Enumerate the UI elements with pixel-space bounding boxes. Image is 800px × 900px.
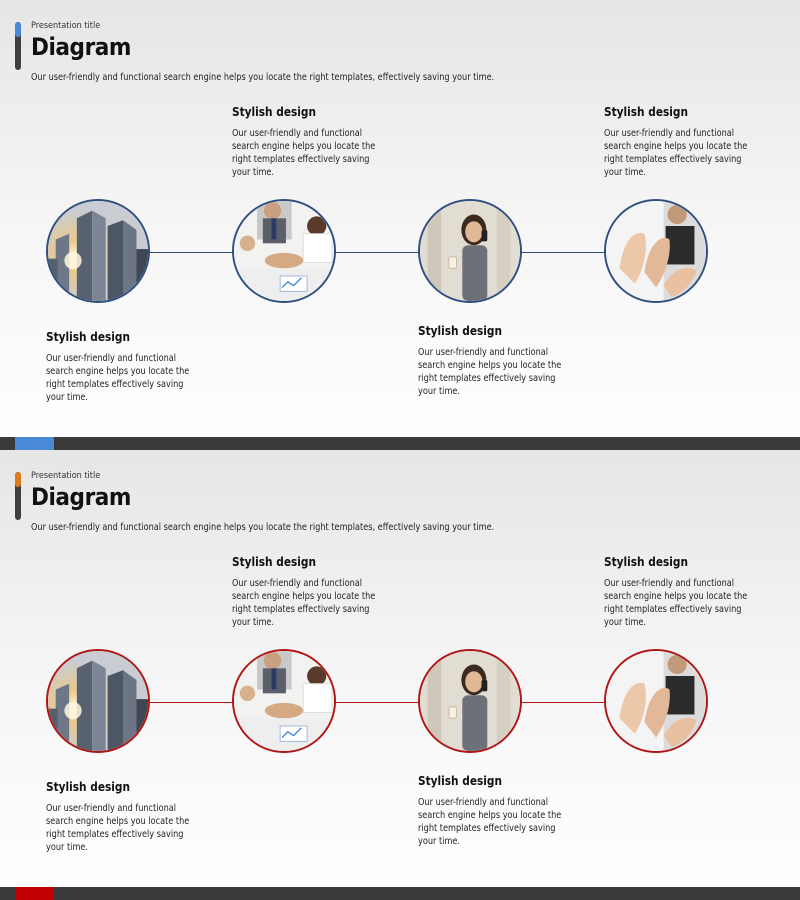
title-accent-bar (15, 472, 21, 520)
caption-item-3 (418, 324, 588, 398)
caption-heading: Stylish design (232, 105, 316, 119)
page-subtitle: Our user-friendly and functional search engine helps you locate the right templates, effectively saving your time. (31, 72, 495, 83)
page-title: Diagram (31, 33, 131, 61)
caption-text: Our user-friendly and functional search engine helps you locate the right templates effectively saving your time. (232, 578, 376, 628)
caption-item-2 (232, 555, 402, 629)
caption-heading: Stylish design (46, 330, 130, 344)
caption-heading: Stylish design (232, 555, 316, 569)
city-buildings-photo (48, 201, 148, 301)
caption-text: Our user-friendly and functional search engine helps you locate the right templates effectively saving your time. (418, 347, 562, 397)
caption-text: Our user-friendly and functional search engine helps you locate the right templates effectively saving your time. (46, 353, 190, 403)
presentation-title: Presentation title (31, 21, 101, 31)
caption-text: Our user-friendly and functional search engine helps you locate the right templates effectively saving your time. (46, 803, 190, 853)
page-subtitle: Our user-friendly and functional search engine helps you locate the right templates, effectively saving your time. (31, 522, 495, 533)
caption-heading: Stylish design (418, 324, 502, 338)
caption-heading: Stylish design (604, 105, 688, 119)
applause-photo (606, 651, 706, 751)
caption-text: Our user-friendly and functional search engine helps you locate the right templates effectively saving your time. (604, 128, 748, 178)
title-accent-fill (15, 22, 21, 37)
footer-bar (0, 437, 800, 450)
connector-line (98, 702, 658, 703)
circle-image-woman (418, 199, 522, 303)
connector-line (98, 252, 658, 253)
circle-image-city (46, 199, 150, 303)
circle-image-applause (604, 199, 708, 303)
page-title: Diagram (31, 483, 131, 511)
team-hands-photo (234, 201, 334, 301)
circle-image-team (232, 649, 336, 753)
circle-image-woman (418, 649, 522, 753)
circle-image-team (232, 199, 336, 303)
slide-2 (0, 450, 800, 900)
presentation-title: Presentation title (31, 471, 101, 481)
caption-text: Our user-friendly and functional search engine helps you locate the right templates effectively saving your time. (418, 797, 562, 847)
caption-heading: Stylish design (418, 774, 502, 788)
team-hands-photo (234, 651, 334, 751)
woman-phone-photo (420, 201, 520, 301)
caption-item-2 (232, 105, 402, 179)
circle-image-applause (604, 649, 708, 753)
caption-heading: Stylish design (46, 780, 130, 794)
caption-text: Our user-friendly and functional search engine helps you locate the right templates effectively saving your time. (232, 128, 376, 178)
footer-accent (15, 887, 54, 900)
title-accent-fill (15, 472, 21, 487)
circle-image-city (46, 649, 150, 753)
caption-heading: Stylish design (604, 555, 688, 569)
footer-accent (15, 437, 54, 450)
woman-phone-photo (420, 651, 520, 751)
footer-bar (0, 887, 800, 900)
applause-photo (606, 201, 706, 301)
caption-item-4 (604, 555, 774, 629)
city-buildings-photo (48, 651, 148, 751)
caption-item-1 (46, 330, 216, 404)
caption-item-1 (46, 780, 216, 854)
caption-item-3 (418, 774, 588, 848)
caption-item-4 (604, 105, 774, 179)
title-accent-bar (15, 22, 21, 70)
caption-text: Our user-friendly and functional search engine helps you locate the right templates effectively saving your time. (604, 578, 748, 628)
